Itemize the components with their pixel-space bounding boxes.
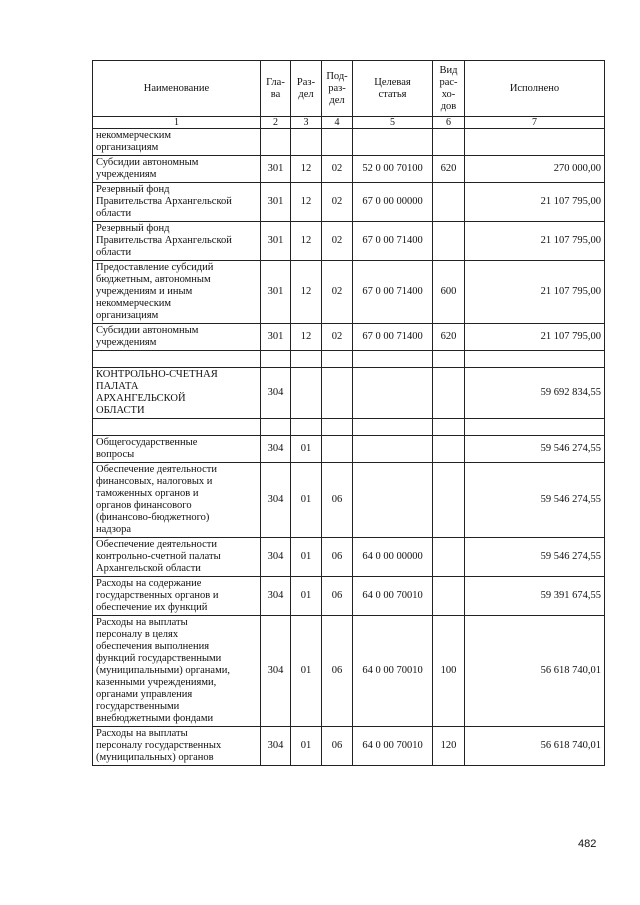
row-ispolneno: 59 546 274,55 [465, 463, 605, 538]
row-podrazdel [322, 419, 353, 436]
table-row [93, 368, 605, 419]
row-glava: 304 [261, 727, 291, 766]
column-number: 7 [465, 117, 605, 129]
row-glava: 304 [261, 368, 291, 419]
row-vid [433, 577, 465, 616]
empty-row [93, 419, 605, 436]
header-podrazdel: Под- раз- дел [322, 61, 353, 117]
row-vid [433, 436, 465, 463]
row-statya: 67 0 00 00000 [353, 183, 433, 222]
row-statya: 64 0 00 00000 [353, 538, 433, 577]
row-name: КОНТРОЛЬНО-СЧЕТНАЯ ПАЛАТА АРХАНГЕЛЬСКОЙ ОБЛАСТИ [93, 368, 261, 419]
row-podrazdel: 06 [322, 616, 353, 727]
row-ispolneno: 21 107 795,00 [465, 183, 605, 222]
row-glava: 301 [261, 324, 291, 351]
row-ispolneno [465, 129, 605, 156]
row-podrazdel [322, 436, 353, 463]
row-glava: 304 [261, 538, 291, 577]
row-statya [353, 351, 433, 368]
row-name: Резервный фонд Правительства Архангельской области [93, 183, 261, 222]
table-row [93, 129, 605, 156]
row-podrazdel: 02 [322, 261, 353, 324]
row-name: Предоставление субсидий бюджетным, автономным учреждениям и иным некоммерческим организациям [93, 261, 261, 324]
column-number: 5 [353, 117, 433, 129]
column-number: 1 [93, 117, 261, 129]
row-glava: 304 [261, 616, 291, 727]
row-glava [261, 419, 291, 436]
row-razdel: 12 [291, 261, 322, 324]
row-ispolneno: 270 000,00 [465, 156, 605, 183]
column-number-row [93, 117, 605, 129]
row-razdel: 12 [291, 156, 322, 183]
row-razdel: 01 [291, 436, 322, 463]
table-header-row [93, 61, 605, 117]
row-podrazdel: 06 [322, 463, 353, 538]
row-glava: 304 [261, 577, 291, 616]
row-vid [433, 129, 465, 156]
table-row [93, 727, 605, 766]
table-row [93, 577, 605, 616]
row-name: Резервный фонд Правительства Архангельской области [93, 222, 261, 261]
row-vid [433, 419, 465, 436]
row-statya [353, 419, 433, 436]
row-ispolneno: 59 546 274,55 [465, 436, 605, 463]
row-vid: 620 [433, 324, 465, 351]
row-statya [353, 368, 433, 419]
row-razdel: 12 [291, 324, 322, 351]
row-name: Расходы на выплаты персоналу государственных (муниципальных) органов [93, 727, 261, 766]
table-row [93, 436, 605, 463]
column-number: 4 [322, 117, 353, 129]
row-podrazdel [322, 129, 353, 156]
row-razdel: 12 [291, 222, 322, 261]
row-name: Обеспечение деятельности финансовых, налоговых и таможенных органов и органов финансового (финансово-бюджетного) надзора [93, 463, 261, 538]
row-podrazdel [322, 351, 353, 368]
row-razdel [291, 351, 322, 368]
row-vid: 620 [433, 156, 465, 183]
header-glava: Гла- ва [261, 61, 291, 117]
row-name: Обеспечение деятельности контрольно-счетной палаты Архангельской области [93, 538, 261, 577]
table-row [93, 261, 605, 324]
row-razdel: 01 [291, 727, 322, 766]
row-vid [433, 463, 465, 538]
row-podrazdel: 06 [322, 538, 353, 577]
header-razdel: Раз- дел [291, 61, 322, 117]
row-vid [433, 368, 465, 419]
row-statya: 67 0 00 71400 [353, 261, 433, 324]
row-vid [433, 222, 465, 261]
row-statya [353, 463, 433, 538]
table-row [93, 324, 605, 351]
row-podrazdel: 02 [322, 222, 353, 261]
row-ispolneno: 59 391 674,55 [465, 577, 605, 616]
row-razdel: 12 [291, 183, 322, 222]
row-statya: 67 0 00 71400 [353, 324, 433, 351]
page-number: 482 [578, 838, 597, 850]
row-podrazdel: 02 [322, 156, 353, 183]
row-glava: 301 [261, 261, 291, 324]
table-row [93, 222, 605, 261]
row-glava: 304 [261, 463, 291, 538]
row-statya: 52 0 00 70100 [353, 156, 433, 183]
row-statya: 67 0 00 71400 [353, 222, 433, 261]
row-ispolneno: 21 107 795,00 [465, 324, 605, 351]
row-statya: 64 0 00 70010 [353, 727, 433, 766]
empty-row [93, 351, 605, 368]
row-name [93, 419, 261, 436]
row-razdel [291, 419, 322, 436]
row-ispolneno [465, 419, 605, 436]
row-razdel [291, 368, 322, 419]
row-ispolneno: 21 107 795,00 [465, 261, 605, 324]
row-name: Расходы на содержание государственных органов и обеспечение их функций [93, 577, 261, 616]
row-ispolneno: 59 692 834,55 [465, 368, 605, 419]
row-name: Субсидии автономным учреждениям [93, 324, 261, 351]
row-podrazdel: 06 [322, 727, 353, 766]
row-razdel [291, 129, 322, 156]
row-glava: 304 [261, 436, 291, 463]
column-number: 2 [261, 117, 291, 129]
header-name: Наименование [93, 61, 261, 117]
row-razdel: 01 [291, 616, 322, 727]
row-name: Общегосударственные вопросы [93, 436, 261, 463]
row-statya [353, 129, 433, 156]
row-statya [353, 436, 433, 463]
row-glava [261, 129, 291, 156]
row-ispolneno: 56 618 740,01 [465, 616, 605, 727]
table-body [93, 129, 605, 766]
row-glava: 301 [261, 183, 291, 222]
row-statya: 64 0 00 70010 [353, 577, 433, 616]
row-ispolneno: 56 618 740,01 [465, 727, 605, 766]
row-glava: 301 [261, 222, 291, 261]
row-ispolneno: 59 546 274,55 [465, 538, 605, 577]
column-number: 6 [433, 117, 465, 129]
row-vid [433, 351, 465, 368]
row-razdel: 01 [291, 577, 322, 616]
row-vid: 100 [433, 616, 465, 727]
row-vid: 600 [433, 261, 465, 324]
row-vid [433, 538, 465, 577]
row-vid [433, 183, 465, 222]
expenditure-table [92, 60, 605, 766]
row-name [93, 351, 261, 368]
row-podrazdel [322, 368, 353, 419]
row-ispolneno: 21 107 795,00 [465, 222, 605, 261]
table-row [93, 538, 605, 577]
header-ispolneno: Исполнено [465, 61, 605, 117]
header-vid: Вид рас- хо- дов [433, 61, 465, 117]
row-ispolneno [465, 351, 605, 368]
header-statya: Целевая статья [353, 61, 433, 117]
row-name: некоммерческим организациям [93, 129, 261, 156]
row-glava [261, 351, 291, 368]
row-razdel: 01 [291, 463, 322, 538]
table-row [93, 616, 605, 727]
row-name: Расходы на выплаты персоналу в целях обеспечения выполнения функций государственными (муниципальными) органами, казенными учреждениями, органами управления государственными внебюджетными фондами [93, 616, 261, 727]
row-statya: 64 0 00 70010 [353, 616, 433, 727]
row-vid: 120 [433, 727, 465, 766]
row-name: Субсидии автономным учреждениям [93, 156, 261, 183]
row-podrazdel: 06 [322, 577, 353, 616]
row-podrazdel: 02 [322, 324, 353, 351]
table-row [93, 156, 605, 183]
row-glava: 301 [261, 156, 291, 183]
column-number: 3 [291, 117, 322, 129]
table-row [93, 183, 605, 222]
row-razdel: 01 [291, 538, 322, 577]
table-row [93, 463, 605, 538]
row-podrazdel: 02 [322, 183, 353, 222]
